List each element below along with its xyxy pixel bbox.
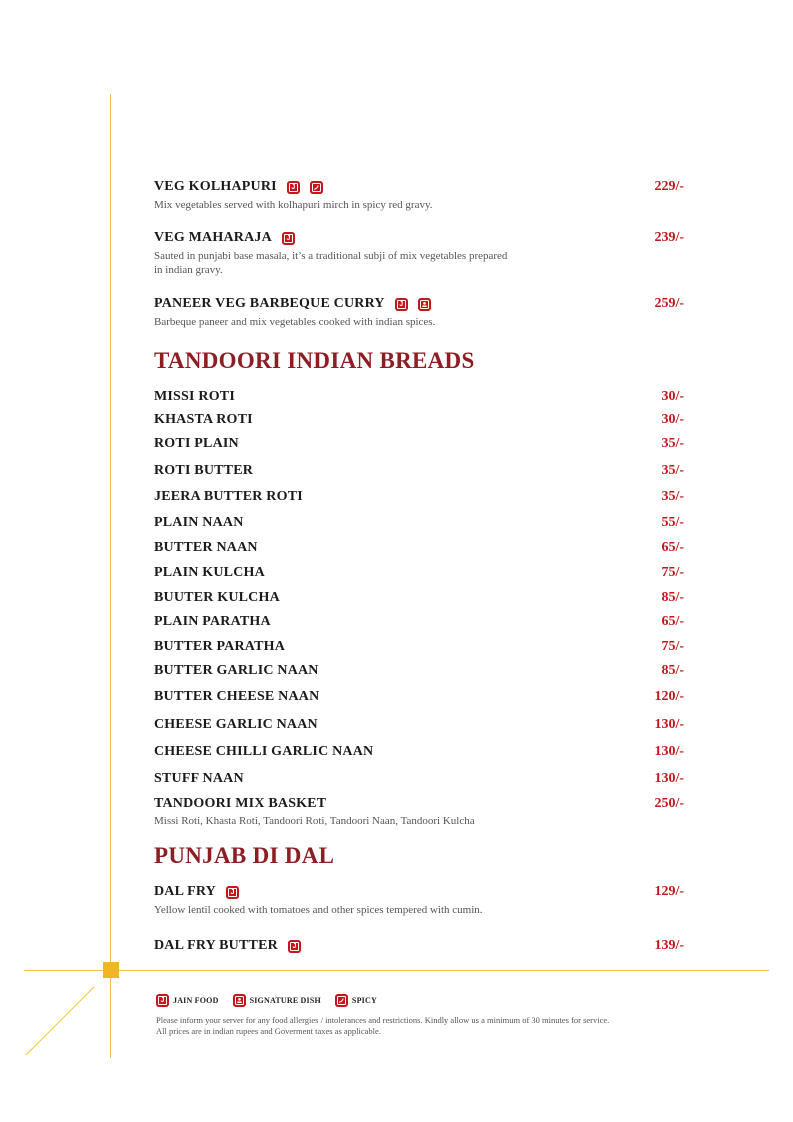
- menu-item-butter-naan: [154, 539, 684, 557]
- item-name: BUTTER NAAN: [154, 540, 258, 556]
- item-price: 130/-: [654, 717, 684, 732]
- item-price: 139/-: [654, 938, 684, 953]
- menu-item-dal-fry-butter: [154, 937, 684, 955]
- spicy-icon: [335, 994, 348, 1007]
- decor-horizontal-line: [24, 970, 769, 971]
- item-name: ROTI BUTTER: [154, 463, 254, 479]
- section-title-breads: TANDOORI INDIAN BREADS: [154, 348, 475, 373]
- item-name: BUTTER CHEESE NAAN: [154, 689, 320, 705]
- item-price: 130/-: [654, 744, 684, 759]
- decor-vertical-line: [110, 94, 111, 1058]
- item-name: PANEER VEG BARBEQUE CURRY: [154, 296, 385, 312]
- menu-item-buuter-kulcha: [154, 589, 684, 607]
- legend-label: SPICY: [351, 996, 377, 1006]
- item-description: Yellow lentil cooked with tomatoes and other spices tempered with cumin.: [154, 904, 483, 916]
- item-name: DAL FRY: [154, 884, 216, 900]
- item-price: 229/-: [654, 179, 684, 194]
- menu-item-cheese-chilli-garlic-naan: [154, 743, 684, 761]
- item-price: 85/-: [661, 663, 684, 678]
- item-name: BUUTER KULCHA: [154, 590, 280, 606]
- item-name: PLAIN PARATHA: [154, 614, 271, 630]
- item-description: Missi Roti, Khasta Roti, Tandoori Roti, Tandoori Naan, Tandoori Kulcha: [154, 815, 475, 827]
- legend-spicy: [335, 991, 377, 1009]
- item-name: TANDOORI MIX BASKET: [154, 796, 327, 812]
- item-price: 75/-: [661, 565, 684, 580]
- item-name: CHEESE GARLIC NAAN: [154, 717, 318, 733]
- legend-label: JAIN FOOD: [173, 996, 219, 1006]
- item-name: BUTTER GARLIC NAAN: [154, 663, 319, 679]
- menu-item-butter-cheese-naan: [154, 688, 684, 706]
- jain-icon: J: [156, 994, 169, 1007]
- decor-gold-square: [103, 962, 119, 978]
- item-name: BUTTER PARATHA: [154, 639, 286, 655]
- jain-icon: J: [226, 886, 239, 899]
- item-price: 65/-: [661, 540, 684, 555]
- item-name: VEG MAHARAJA: [154, 230, 272, 246]
- item-price: 239/-: [654, 230, 684, 245]
- menu-item-jeera-butter-roti: [154, 488, 684, 506]
- menu-item-plain-kulcha: [154, 564, 684, 582]
- jain-icon: J: [288, 940, 301, 953]
- section-title-dal: PUNJAB DI DAL: [154, 843, 335, 868]
- item-name: ROTI PLAIN: [154, 436, 239, 452]
- menu-item-veg-maharaja: [154, 229, 684, 277]
- jain-icon: J: [395, 298, 408, 311]
- legend-label: SIGNATURE DISH: [249, 996, 321, 1006]
- item-name: JEERA BUTTER ROTI: [154, 489, 303, 505]
- menu-item-paneer-veg-barbeque-curry: [154, 295, 684, 329]
- legend-signature: [233, 991, 321, 1009]
- menu-item-butter-paratha: [154, 638, 684, 656]
- legend: [156, 991, 387, 1005]
- item-name: DAL FRY BUTTER: [154, 938, 278, 954]
- menu-item-khasta-roti: [154, 411, 684, 429]
- menu-item-roti-butter: [154, 462, 684, 480]
- item-name: STUFF NAAN: [154, 771, 244, 787]
- item-name: PLAIN KULCHA: [154, 565, 265, 581]
- item-name: KHASTA ROTI: [154, 412, 253, 428]
- menu-item-plain-naan: [154, 514, 684, 532]
- menu-item-missi-roti: [154, 388, 684, 406]
- menu-item-roti-plain: [154, 435, 684, 453]
- item-name: PLAIN NAAN: [154, 515, 244, 531]
- item-price: 35/-: [661, 463, 684, 478]
- item-price: 35/-: [661, 489, 684, 504]
- menu-item-butter-garlic-naan: [154, 662, 684, 680]
- item-price: 259/-: [654, 296, 684, 311]
- item-name: CHEESE CHILLI GARLIC NAAN: [154, 744, 374, 760]
- item-price: 75/-: [661, 639, 684, 654]
- item-price: 30/-: [661, 389, 684, 404]
- item-price: 55/-: [661, 515, 684, 530]
- menu-item-stuff-naan: [154, 770, 684, 788]
- item-price: 120/-: [654, 689, 684, 704]
- item-price: 35/-: [661, 436, 684, 451]
- item-price: 30/-: [661, 412, 684, 427]
- menu-item-cheese-garlic-naan: [154, 716, 684, 734]
- signature-dish-icon: [418, 298, 431, 311]
- item-price: 85/-: [661, 590, 684, 605]
- item-description: Barbeque paneer and mix vegetables cooked with indian spices.: [154, 316, 436, 328]
- item-price: 250/-: [654, 796, 684, 811]
- footnote-prices: All prices are in indian rupees and Goverment taxes as applicable.: [156, 1026, 381, 1036]
- jain-icon: J: [287, 181, 300, 194]
- decor-diagonal-line: [24, 985, 96, 1057]
- menu-item-tandoori-mix-basket: [154, 795, 684, 828]
- item-price: 130/-: [654, 771, 684, 786]
- menu-item-plain-paratha: [154, 613, 684, 631]
- item-price: 129/-: [654, 884, 684, 899]
- item-description: Mix vegetables served with kolhapuri mirch in spicy red gravy.: [154, 199, 433, 211]
- spicy-icon: [310, 181, 323, 194]
- item-description: Sauted in punjabi base masala, it’s a traditional subji of mix vegetables prepared in indian gravy.: [154, 250, 508, 276]
- menu-item-dal-fry: [154, 883, 684, 917]
- item-name: MISSI ROTI: [154, 389, 235, 405]
- menu-item-veg-kolhapuri: [154, 178, 684, 212]
- footnote-allergies: Please inform your server for any food allergies / intolerances and restrictions. Kindly allow us a minimum of 30 minutes for service.: [156, 1015, 610, 1025]
- item-name: VEG KOLHAPURI: [154, 179, 277, 195]
- item-price: 65/-: [661, 614, 684, 629]
- signature-dish-icon: [233, 994, 246, 1007]
- legend-jain: [156, 991, 219, 1009]
- jain-icon: J: [282, 232, 295, 245]
